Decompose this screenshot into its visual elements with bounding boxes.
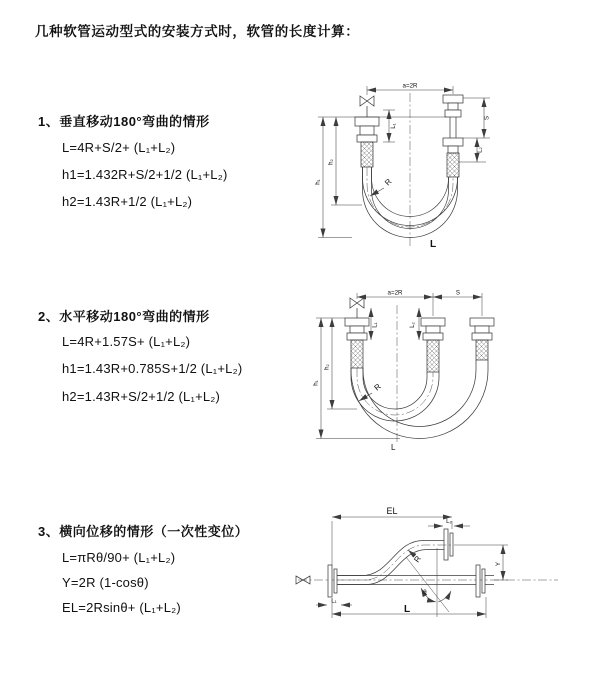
braided-section bbox=[361, 142, 373, 167]
hose-arcs bbox=[351, 360, 488, 439]
dim-label-l2: L₂ bbox=[476, 147, 484, 153]
braided-section bbox=[476, 340, 488, 360]
dimension-l-total bbox=[332, 597, 486, 618]
left-flange bbox=[328, 565, 337, 597]
section-2-heading: 2、水平移动180°弯曲的情形 bbox=[38, 309, 210, 324]
section-2-formula-h1: h1=1.43R+0.785S+1/2 (L₁+L₂) bbox=[62, 361, 243, 376]
right-flange bbox=[476, 565, 494, 597]
dim-label-h1: h₁ bbox=[312, 380, 320, 386]
dim-label-h1: h₁ bbox=[314, 179, 322, 185]
dimension-a2r-s bbox=[357, 290, 482, 317]
left-flange-fitting bbox=[355, 117, 379, 167]
dimension-heights bbox=[315, 117, 448, 238]
dim-label-h2: h₂ bbox=[327, 159, 335, 165]
dimension-l1 bbox=[316, 598, 352, 606]
section-1-heading: 1、垂直移动180°弯曲的情形 bbox=[38, 114, 210, 129]
dimension-l2 bbox=[428, 518, 470, 526]
diagram-lateral-displacement bbox=[295, 505, 595, 657]
dim-label-s: S bbox=[483, 115, 491, 121]
dim-label-theta: θ bbox=[423, 589, 427, 596]
page-title: 几种软管运动型式的安装方式时，软管的长度计算： bbox=[35, 24, 360, 39]
dimension-y bbox=[454, 545, 508, 580]
section-3-formula-l: L=πRθ/90+ (L₁+L₂) bbox=[62, 550, 176, 565]
dim-label-l1: L₁ bbox=[390, 123, 397, 129]
dim-label-h2: h₂ bbox=[323, 364, 331, 370]
dim-label-l1: L₁ bbox=[371, 322, 379, 328]
center-flange-fitting bbox=[421, 318, 445, 372]
dim-label-l1: L₁ bbox=[331, 597, 337, 605]
braided-section bbox=[351, 340, 363, 368]
dim-label-l-total: L bbox=[430, 239, 437, 250]
section-3-formula-y: Y=2R (1-cosθ) bbox=[62, 575, 149, 590]
section-2-formula-l: L=4R+1.57S+ (L₁+L₂) bbox=[62, 334, 191, 349]
valve-icon bbox=[360, 96, 374, 117]
dim-label-l2: L₂ bbox=[409, 322, 416, 328]
right-flange-fitting bbox=[443, 95, 463, 177]
dimension-l1 bbox=[383, 110, 397, 142]
dim-label-r: R bbox=[372, 381, 383, 393]
section-1-formula-h2: h2=1.43R+1/2 (L₁+L₂) bbox=[62, 194, 193, 209]
dim-label-r: R bbox=[412, 554, 423, 565]
left-flange-fitting bbox=[345, 318, 369, 368]
dim-label-el: EL bbox=[386, 506, 398, 516]
dim-label-l-total: L bbox=[404, 604, 411, 615]
s-curve-hose bbox=[337, 541, 452, 585]
dim-label-l-total: L bbox=[391, 443, 396, 452]
braided-section bbox=[427, 340, 439, 372]
section-1-formula-l: L=4R+S/2+ (L₁+L₂) bbox=[62, 140, 176, 155]
dimension-el bbox=[332, 506, 452, 565]
right-flange-fitting bbox=[470, 318, 494, 360]
section-3-heading: 3、横向位移的情形（一次性变位） bbox=[38, 524, 249, 539]
upper-flange bbox=[444, 529, 453, 560]
dim-label-a2r: a=2R bbox=[387, 289, 403, 297]
braided-section bbox=[447, 153, 459, 177]
dimension-l1-l2 bbox=[371, 308, 419, 340]
diagram-vertical-180-bend bbox=[310, 70, 590, 262]
dim-label-l2: L₂ bbox=[446, 518, 452, 525]
section-2-formula-h2: h2=1.43R+S/2+1/2 (L₁+L₂) bbox=[62, 389, 221, 404]
diagram-horizontal-180-bend bbox=[305, 280, 595, 458]
dim-label-s: S bbox=[455, 289, 461, 297]
dimension-s-l2 bbox=[459, 98, 491, 162]
section-1-formula-h1: h1=1.432R+S/2+1/2 (L₁+L₂) bbox=[62, 167, 228, 182]
valve-icon bbox=[350, 298, 364, 318]
section-3-formula-el: EL=2Rsinθ+ (L₁+L₂) bbox=[62, 600, 181, 615]
dim-label-a2r: a=2R bbox=[402, 82, 418, 90]
dim-label-y: Y bbox=[495, 561, 502, 567]
radius-callout bbox=[370, 177, 394, 196]
dim-label-r: R bbox=[383, 176, 394, 188]
